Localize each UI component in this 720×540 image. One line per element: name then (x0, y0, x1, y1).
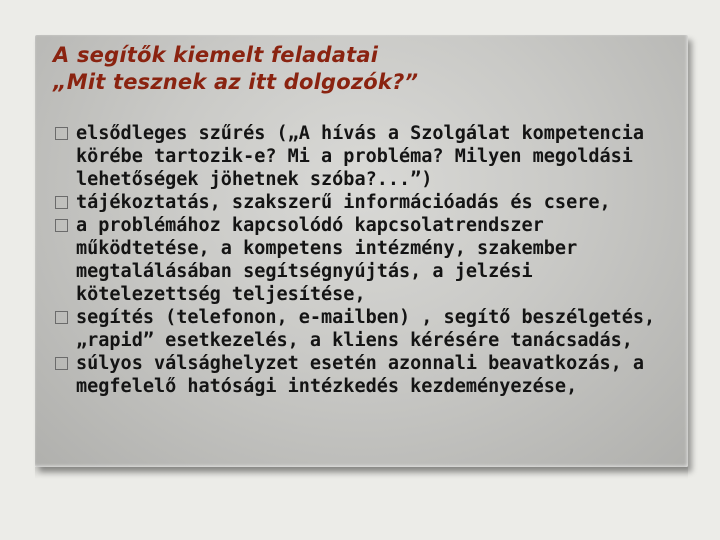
bullet-text: tájékoztatás, szakszerű információadás és csere, (76, 192, 611, 213)
bullet-text: a problémához kapcsolódó kapcsolatrendszer működtetése, a kompetens intézmény, szakember megtalálásában segítségnyújtás, a jelzési kötelezettség teljesítése, (76, 215, 578, 305)
bullet-item (55, 214, 683, 306)
bullet-text: segítés (telefonon, e-mailben) , segítő beszélgetés, „rapid” esetkezelés, a kliens kérésére tanácsadás, (76, 307, 656, 351)
square-outline-icon (55, 127, 68, 140)
square-outline-icon (55, 196, 68, 209)
slide-title-line-1: A segítők kiemelt feladatai (53, 43, 379, 67)
square-outline-icon (55, 357, 68, 370)
square-outline-icon (55, 219, 68, 232)
bullet-list (55, 122, 683, 398)
bullet-text: elsődleges szűrés („A hívás a Szolgálat kompetencia körébe tartozik-e? Mi a probléma? Milyen megoldási lehetőségek jöhetnek szóba?...”) (76, 123, 645, 190)
bullet-item (55, 191, 683, 214)
bullet-text: súlyos válsághelyzet esetén azonnali beavatkozás, a megfelelő hatósági intézkedés kezdeményezése, (76, 353, 645, 397)
bullet-item (55, 352, 683, 398)
square-outline-icon (55, 311, 68, 324)
bullet-item (55, 122, 683, 191)
slide-title (53, 42, 418, 96)
bullet-item (55, 306, 683, 352)
slide-title-line-2: „Mit tesznek az itt dolgozók?” (53, 70, 419, 94)
